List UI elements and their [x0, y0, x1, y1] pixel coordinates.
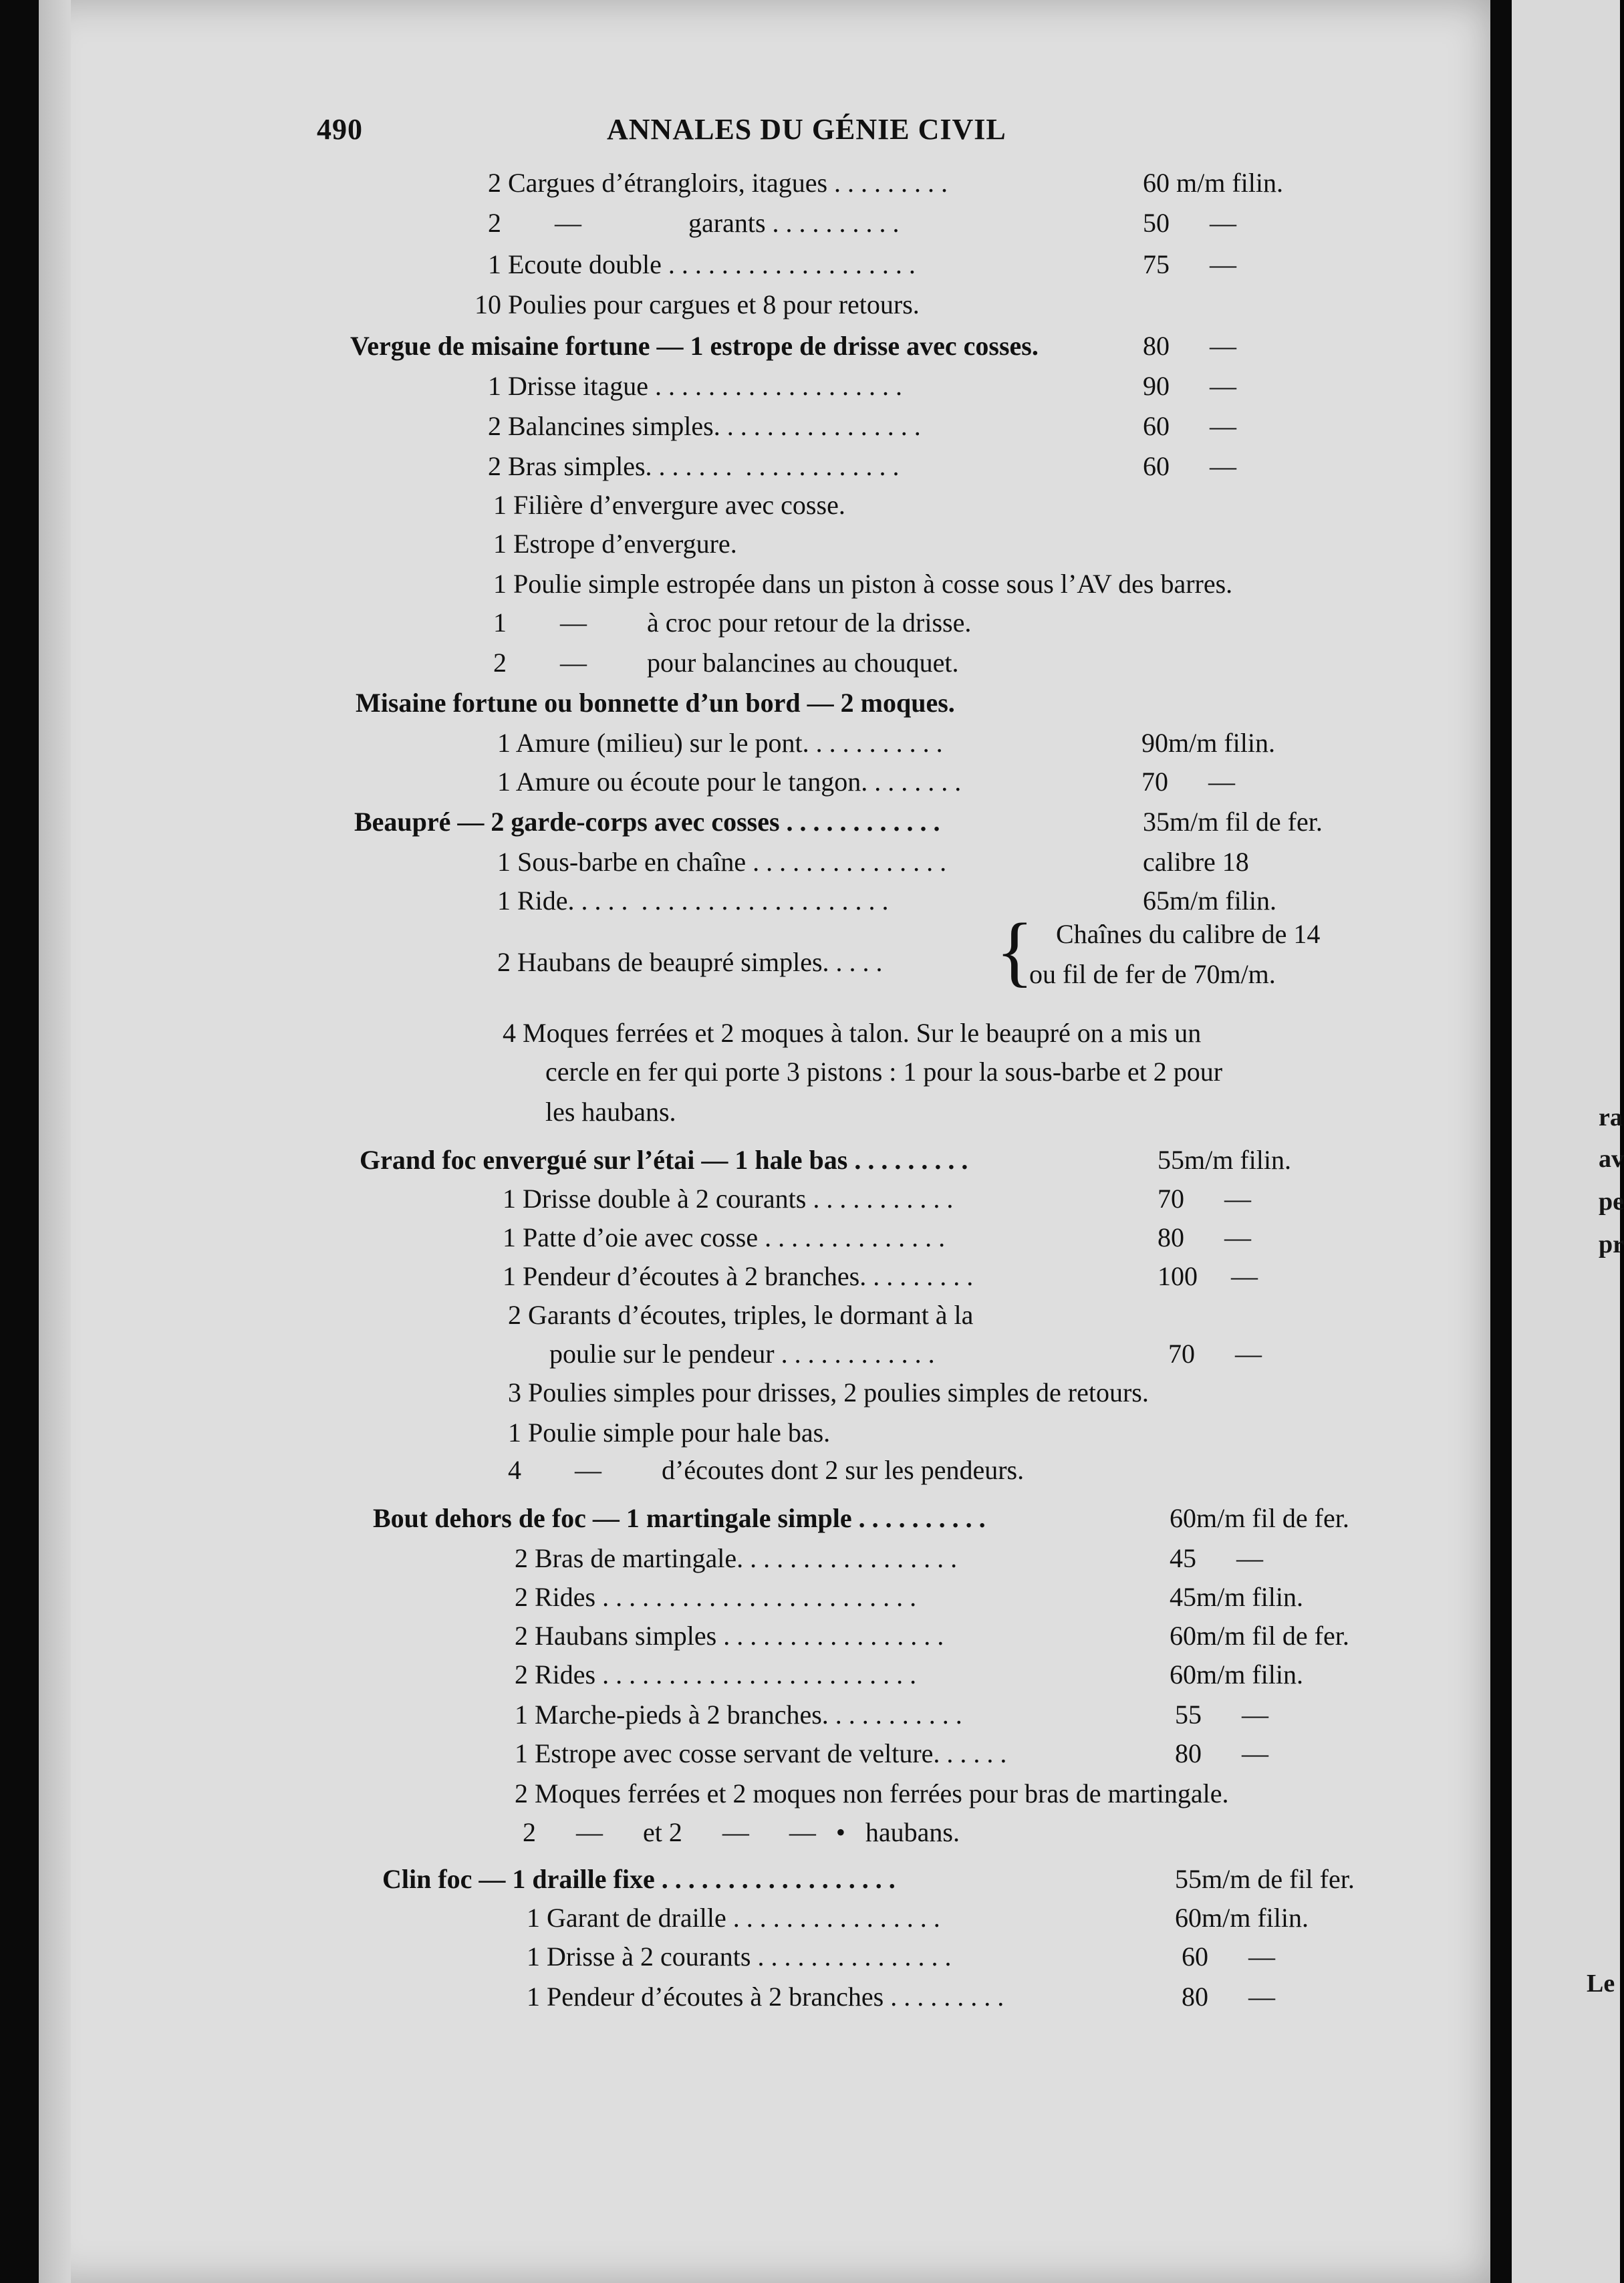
line-text: 2 Rides . . . . . . . . . . . . . . . . . . . . . . . . — [515, 1582, 917, 1612]
adjacent-page-fragment: pe — [1599, 1188, 1624, 1216]
line-text: 2 Cargues d’étrangloirs, itagues . . . . . . . . . — [488, 168, 948, 198]
adjacent-page-fragment: pr — [1599, 1230, 1624, 1258]
curly-brace: { — [996, 907, 1034, 994]
line-text: 2 Rides . . . . . . . . . . . . . . . . . . . . . . . . — [515, 1659, 917, 1690]
line-value: 80 — — [1158, 1222, 1251, 1252]
line-text: 1 Patte d’oie avec cosse . . . . . . . . . . . . . . — [503, 1222, 946, 1252]
section-heading-line: Grand foc envergué sur l’étai — 1 hale bas . . . . . . . . . — [360, 1145, 968, 1175]
line-text: 1 Poulie simple estropée dans un piston à cosse sous l’AV des barres. — [493, 569, 1233, 599]
line-text: les haubans. — [545, 1097, 676, 1127]
line-text: 1 — à croc pour retour de la drisse. — [493, 608, 972, 638]
line-text: 1 Drisse itague . . . . . . . . . . . . . . . . . . . — [488, 371, 902, 401]
line-value: 60m/m fil de fer. — [1170, 1621, 1349, 1651]
line-value: 45 — — [1170, 1543, 1263, 1573]
line-text: 2 Haubans simples . . . . . . . . . . . . . . . . . — [515, 1621, 944, 1651]
line-value: 60m/m filin. — [1170, 1659, 1303, 1690]
line-text: cercle en fer qui porte 3 pistons : 1 pour la sous-barbe et 2 pour — [545, 1057, 1223, 1087]
book-page — [39, 0, 1490, 2283]
line-text: 1 Amure ou écoute pour le tangon. . . . . . . . — [497, 767, 962, 797]
journal-title: ANNALES DU GÉNIE CIVIL — [607, 113, 1006, 146]
section-heading-line: Vergue de misaine fortune — 1 estrope de drisse avec cosses. — [350, 331, 1039, 361]
line-value: 80 — — [1182, 1982, 1275, 2012]
line-value: 90 — — [1143, 371, 1236, 401]
line-value: 70 — — [1168, 1339, 1262, 1369]
line-text: 1 Poulie simple pour hale bas. — [508, 1418, 831, 1448]
line-text: 2 Garants d’écoutes, triples, le dormant à la — [508, 1300, 974, 1330]
line-text: 2 — garants . . . . . . . . . . — [488, 208, 900, 238]
line-text: 1 Marche-pieds à 2 branches. . . . . . . . . . . — [515, 1700, 962, 1730]
line-text: 1 Sous-barbe en chaîne . . . . . . . . . . . . . . . — [497, 847, 947, 877]
line-text: 1 Ride. . . . . . . . . . . . . . . . . . . . . . . . — [497, 886, 889, 916]
line-text: Chaînes du calibre de 14 — [1056, 919, 1321, 949]
line-text: 2 Haubans de beaupré simples. . . . . — [497, 947, 883, 977]
line-text: 2 Balancines simples. . . . . . . . . . . . . . . . — [488, 411, 921, 441]
section-heading-line: Misaine fortune ou bonnette d’un bord — 2 moques. — [356, 688, 955, 718]
line-value: 90m/m filin. — [1141, 728, 1275, 758]
line-value: 80 — — [1175, 1738, 1268, 1768]
line-text: 2 Bras simples. . . . . . . . . . . . . . . . . . . — [488, 451, 900, 481]
line-value: 70 — — [1158, 1184, 1251, 1214]
line-text: 4 — d’écoutes dont 2 sur les pendeurs. — [508, 1455, 1025, 1485]
adjacent-page-edge — [1512, 0, 1624, 2283]
line-text: 1 Drisse double à 2 courants . . . . . . . . . . . — [503, 1184, 954, 1214]
line-value: 100 — — [1158, 1261, 1258, 1291]
line-value: 60 — — [1143, 451, 1236, 481]
line-value: 70 — — [1141, 767, 1235, 797]
line-text: 1 Pendeur d’écoutes à 2 branches. . . . . . . . . — [503, 1261, 974, 1291]
adjacent-page-fragment: ra — [1599, 1103, 1623, 1131]
line-value: 75 — — [1143, 249, 1236, 279]
line-value: 55m/m filin. — [1158, 1145, 1291, 1175]
line-value: 35m/m fil de fer. — [1143, 807, 1323, 837]
line-value: 60 — — [1143, 411, 1236, 441]
line-value: 60 — — [1182, 1941, 1275, 1972]
line-text: 1 Pendeur d’écoutes à 2 branches . . . . . . . . . — [527, 1982, 1004, 2012]
line-value: 45m/m filin. — [1170, 1582, 1303, 1612]
line-text: 1 Ecoute double . . . . . . . . . . . . . . . . . . . — [488, 249, 916, 279]
line-text: 2 Moques ferrées et 2 moques non ferrées pour bras de martingale. — [515, 1778, 1229, 1808]
adjacent-page-fragment: Le — [1587, 1970, 1615, 1998]
line-text: 1 Amure (milieu) sur le pont. . . . . . . . . . . — [497, 728, 943, 758]
line-text: 1 Filière d’envergure avec cosse. — [493, 490, 845, 520]
line-text: 2 Bras de martingale. . . . . . . . . . . . . . . . . — [515, 1543, 958, 1573]
section-heading-line: Clin foc — 1 draille fixe . . . . . . . . . . . . . . . . . . — [382, 1864, 896, 1894]
line-text: 2 — pour balancines au chouquet. — [493, 648, 959, 678]
line-value: 80 — — [1143, 331, 1236, 361]
line-value: 50 — — [1143, 208, 1236, 238]
adjacent-page-fragment: av — [1599, 1145, 1624, 1173]
line-text: 10 Poulies pour cargues et 8 pour retours. — [475, 289, 920, 319]
line-text: 4 Moques ferrées et 2 moques à talon. Sur le beaupré on a mis un — [503, 1018, 1202, 1048]
line-value: 60m/m filin. — [1175, 1903, 1309, 1933]
line-value: 55m/m de fil fer. — [1175, 1864, 1355, 1894]
page-number: 490 — [317, 113, 363, 146]
line-text: 1 Drisse à 2 courants . . . . . . . . . . . . . . . — [527, 1941, 952, 1972]
line-value: 65m/m filin. — [1143, 886, 1276, 916]
section-heading-line: Bout dehors de foc — 1 martingale simple . . . . . . . . . . — [373, 1503, 986, 1533]
line-value: 60 m/m filin. — [1143, 168, 1283, 198]
line-text: 1 Garant de draille . . . . . . . . . . . . . . . . — [527, 1903, 940, 1933]
line-value: 55 — — [1175, 1700, 1268, 1730]
line-text: 3 Poulies simples pour drisses, 2 poulies simples de retours. — [508, 1377, 1149, 1407]
line-text: poulie sur le pendeur . . . . . . . . . . . . — [549, 1339, 935, 1369]
page-gutter — [39, 0, 71, 2283]
line-text: 1 Estrope d’envergure. — [493, 529, 737, 559]
line-text: 1 Estrope avec cosse servant de velture. . . . . . — [515, 1738, 1007, 1768]
line-text: ou fil de fer de 70m/m. — [1029, 959, 1276, 989]
line-value: 60m/m fil de fer. — [1170, 1503, 1349, 1533]
line-text: 2 — et 2 — — • haubans. — [523, 1817, 960, 1847]
line-value: calibre 18 — [1143, 847, 1249, 877]
section-heading-line: Beaupré — 2 garde-corps avec cosses . . . . . . . . . . . . — [354, 807, 940, 837]
